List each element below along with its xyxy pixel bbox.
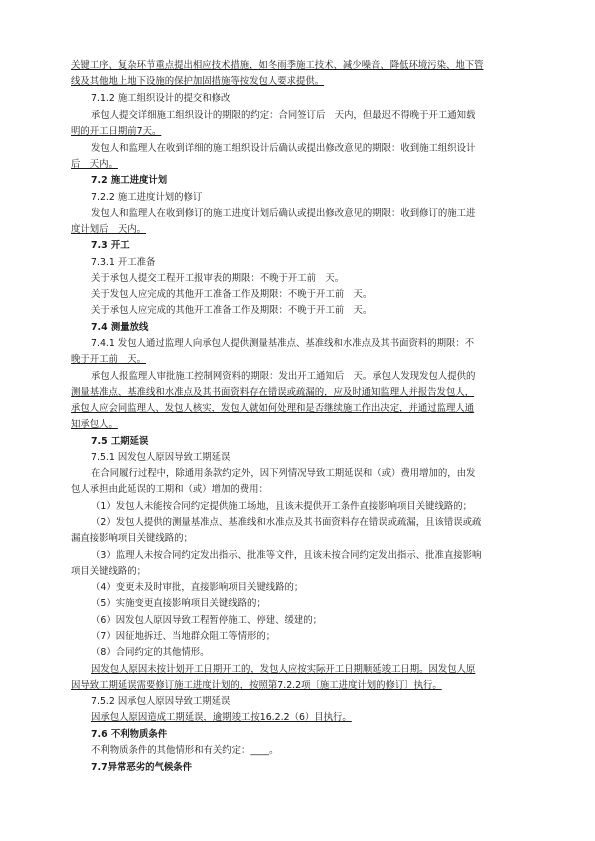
text-line: 关于承包人应完成的其他开工准备工作及期限：不晚于开工前 天。 — [91, 305, 373, 316]
text-line: 晚于开工前 天。 — [71, 354, 147, 365]
text-line: 漏直接影响项目关键线路的； — [71, 533, 193, 544]
text-line: 包人承担由此延误的工期和（或）增加的费用： — [71, 484, 268, 495]
text-line: （8）合同约定的其他情形。 — [91, 647, 210, 658]
text-line: 项目关键线路的； — [71, 566, 147, 577]
text-line: 因导致工期延误需要修订施工进度计划的，按照第7.2.2项〔施工进度计划的修订〕执行。 — [71, 680, 442, 691]
section-heading: 7.6 不利物质条件 — [91, 729, 168, 740]
section-heading: 7.3 开工 — [91, 240, 130, 251]
section-heading: 7.7异常恶劣的气候条件 — [91, 762, 192, 773]
text-line: 因承包人原因造成工期延误，逾期竣工按16.2.2（6）目执行。 — [91, 712, 352, 723]
text-line: 线及其他地上地下设施的保护加固措施等按发包人要求提供。 — [71, 76, 325, 87]
section-heading: 7.5 工期延误 — [91, 436, 149, 447]
text-line: 7.5.2 因承包人原因导致工期延误 — [91, 696, 231, 707]
text-line: 因发包人原因未按计划开工日期开工的，发包人应按实际开工日期顺延竣工日期。因发包人原 — [91, 664, 476, 675]
text-line: 承包人提交详细施工组织设计的期限的约定：合同签订后 天内，但最迟不得晚于开工通知载 — [91, 110, 476, 121]
text-line: （1）发包人未能按合同约定提供施工场地，且该未提供开工条件直接影响项目关键线路的； — [91, 501, 472, 512]
text-line: 发包人和监理人在收到修订的施工进度计划后确认或提出修改意见的期限：收到修订的施工进 — [91, 208, 476, 219]
text-line: 7.2.2 施工进度计划的修订 — [91, 192, 203, 203]
text-line: 明的开工日期前7天。 — [71, 126, 162, 137]
text-line: 测量基准点、基准线和水准点及其书面资料存在错误或疏漏的，应及时通知监理人并报告发包人， — [71, 387, 475, 398]
text-line: （3）监理人未按合同约定发出指示、批准等文件，且该未按合同约定发出指示、批准直接影响 — [91, 550, 482, 561]
text-line: 7.4.1 发包人通过监理人向承包人提供测量基准点、基准线和水准点及其书面资料的期限：不 — [91, 338, 475, 349]
text-line: （5）实施变更直接影响项目关键线路的； — [91, 598, 266, 609]
text-line: 度计划后 天内。 — [71, 224, 147, 235]
text-line: （4）变更未及时审批，直接影响项目关键线路的； — [91, 582, 304, 593]
section-heading: 7.4 测量放线 — [91, 322, 149, 333]
text-line: （2）发包人提供的测量基准点、基准线和水准点及其书面资料存在错误或疏漏，且该错误或疏 — [91, 517, 482, 528]
text-line: 关于发包人应完成的其他开工准备工作及期限：不晚于开工前 天。 — [91, 289, 373, 300]
text-line: 发包人和监理人在收到详细的施工组织设计后确认或提出修改意见的期限：收到施工组织设计 — [91, 143, 476, 154]
text-line: （7）因征地拆迁、当地群众阻工等情形的； — [91, 631, 276, 642]
text-line: 7.3.1 开工准备 — [91, 257, 156, 268]
text-line: 在合同履行过程中，除通用条款约定外，因下列情况导致工期延误和（或）费用增加的，由发 — [91, 468, 476, 479]
text-line: 7.5.1 因发包人原因导致工期延误 — [91, 452, 231, 463]
text-line: 不利物质条件的其他情形和有关约定：____。 — [91, 745, 279, 756]
text-line: 承包人应会同监理人、发包人核实，发包人就如何处理和是否继续施工作出决定，并通过监理人通 — [71, 403, 475, 414]
text-line: （6）因发包人原因导致工程暂停施工、停建、缓建的； — [91, 615, 322, 626]
text-line: 关键工序、复杂环节重点提出相应技术措施，如冬雨季施工技术、减少噪音、降低环境污染、地下管 — [71, 60, 484, 71]
section-heading: 7.2 施工进度计划 — [91, 175, 168, 186]
text-line: 后 天内。 — [71, 159, 118, 170]
text-line: 7.1.2 施工组织设计的提交和修改 — [91, 93, 231, 104]
text-line: 知承包人。 — [71, 419, 118, 430]
text-line: 关于承包人提交工程开工报审表的期限：不晚于开工前 天。 — [91, 273, 345, 284]
text-line: 承包人报监理人审批施工控制网资料的期限：发出开工通知后 天。承包人发现发包人提供的 — [91, 371, 476, 382]
